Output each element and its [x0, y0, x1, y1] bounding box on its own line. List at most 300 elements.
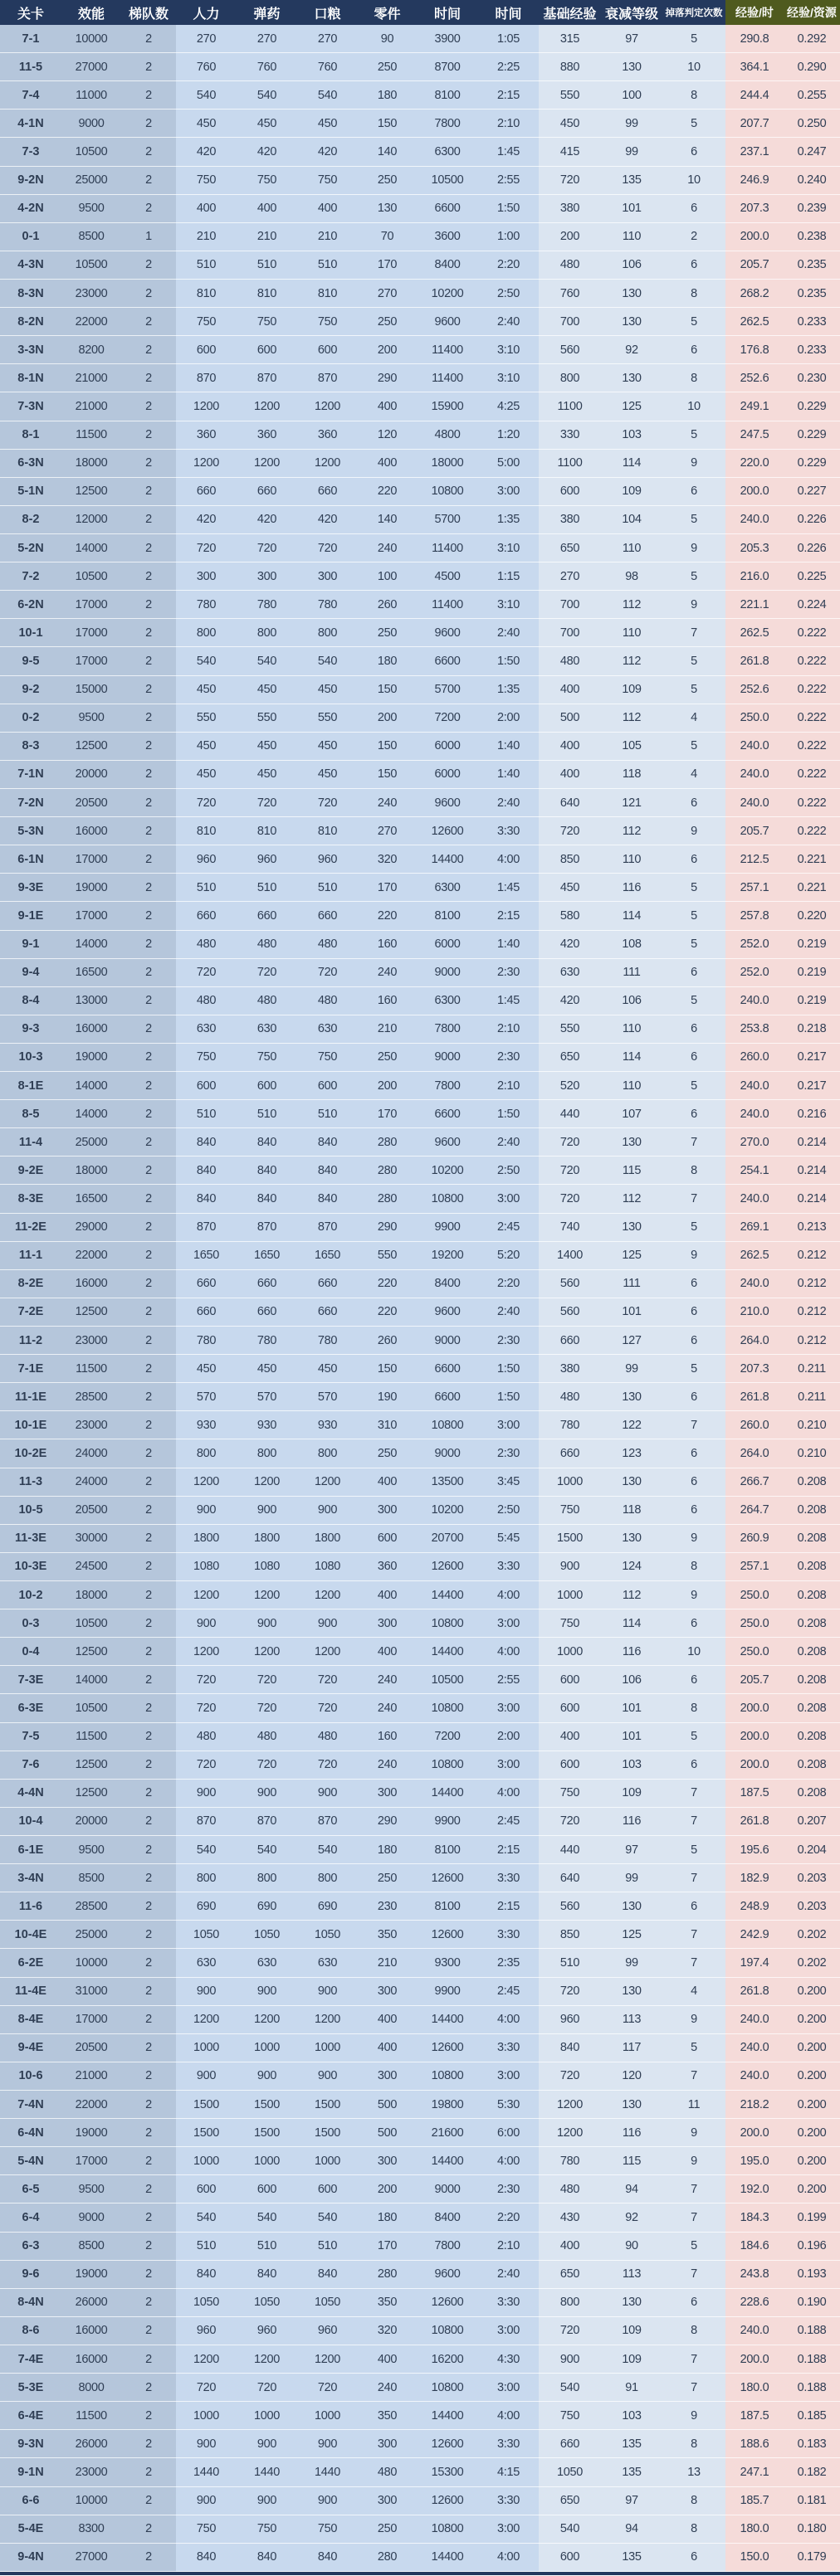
table-cell: 7	[662, 1780, 725, 1808]
table-cell: 240.0	[725, 2317, 784, 2345]
table-cell: 8-3N	[0, 280, 61, 308]
table-cell: 0.188	[784, 2345, 840, 2374]
table-cell: 94	[601, 2175, 662, 2203]
table-cell: 14400	[417, 2006, 478, 2034]
table-cell: 3:10	[478, 534, 539, 562]
table-cell: 7	[662, 1921, 725, 1949]
table-cell: 960	[237, 845, 297, 874]
table-cell: 400	[539, 676, 601, 704]
table-cell: 0.202	[784, 1949, 840, 1977]
table-cell: 260	[358, 1327, 417, 1355]
table-cell: 2	[121, 2233, 176, 2261]
table-cell: 0.222	[784, 676, 840, 704]
table-cell: 780	[237, 591, 297, 619]
table-cell: 18000	[417, 450, 478, 478]
table-cell: 270.0	[725, 1128, 784, 1157]
table-cell: 4:00	[478, 1780, 539, 1808]
table-cell: 1:20	[478, 421, 539, 450]
table-cell: 870	[237, 1808, 297, 1836]
table-cell: 1050	[237, 1921, 297, 1949]
table-cell: 840	[297, 1128, 358, 1157]
table-cell: 1200	[237, 1581, 297, 1609]
table-cell: 10500	[61, 138, 121, 166]
table-cell: 720	[237, 1694, 297, 1722]
table-row	[0, 110, 840, 138]
table-cell: 26000	[61, 2430, 121, 2458]
table-cell: 14400	[417, 1581, 478, 1609]
table-cell: 1000	[176, 2402, 237, 2430]
table-cell: 0.213	[784, 1214, 840, 1242]
table-cell: 2:10	[478, 1072, 539, 1100]
table-cell: 8-2N	[0, 308, 61, 336]
table-cell: 2	[121, 704, 176, 733]
table-cell: 1000	[176, 2034, 237, 2062]
table-cell: 440	[539, 1100, 601, 1128]
table-cell: 1200	[297, 1581, 358, 1609]
table-cell: 3:30	[478, 1553, 539, 1581]
table-cell: 6	[662, 1383, 725, 1411]
table-cell: 840	[176, 1128, 237, 1157]
table-row	[0, 2345, 840, 2374]
table-cell: 170	[358, 874, 417, 902]
table-cell: 109	[601, 478, 662, 506]
table-cell: 3:00	[478, 2062, 539, 2091]
table-row	[0, 2203, 840, 2232]
table-cell: 500	[358, 2119, 417, 2147]
table-row	[0, 874, 840, 902]
table-cell: 6	[662, 1468, 725, 1497]
table-cell: 2:20	[478, 2203, 539, 2232]
table-cell: 6-3E	[0, 1694, 61, 1722]
table-cell: 0.208	[784, 1581, 840, 1609]
table-cell: 0.181	[784, 2487, 840, 2515]
table-cell: 760	[539, 280, 601, 308]
table-cell: 1:40	[478, 733, 539, 761]
table-cell: 0.240	[784, 167, 840, 195]
table-cell: 720	[539, 1128, 601, 1157]
table-cell: 15000	[61, 676, 121, 704]
table-cell: 870	[237, 364, 297, 392]
table-cell: 240.0	[725, 506, 784, 534]
table-cell: 450	[176, 761, 237, 789]
table-cell: 5	[662, 110, 725, 138]
table-cell: 7-4	[0, 81, 61, 110]
table-cell: 2	[121, 167, 176, 195]
table-cell: 10-3	[0, 1044, 61, 1072]
table-cell: 7	[662, 1864, 725, 1892]
table-cell: 480	[237, 987, 297, 1015]
table-cell: 90	[601, 2233, 662, 2261]
table-cell: 240.0	[725, 1270, 784, 1298]
table-cell: 3600	[417, 223, 478, 251]
table-cell: 2	[121, 1836, 176, 1864]
table-cell: 900	[176, 1780, 237, 1808]
table-cell: 480	[539, 1383, 601, 1411]
table-cell: 2:55	[478, 167, 539, 195]
table-cell: 120	[358, 421, 417, 450]
table-cell: 14400	[417, 1638, 478, 1666]
table-cell: 780	[539, 2147, 601, 2175]
table-cell: 13	[662, 2458, 725, 2486]
table-row	[0, 2006, 840, 2034]
table-cell: 6600	[417, 1383, 478, 1411]
table-cell: 9-4	[0, 959, 61, 987]
table-cell: 6-5	[0, 2175, 61, 2203]
table-cell: 2	[121, 280, 176, 308]
table-cell: 1200	[237, 1468, 297, 1497]
table-cell: 0.200	[784, 1978, 840, 2006]
table-cell: 180	[358, 81, 417, 110]
table-cell: 900	[176, 1609, 237, 1638]
table-cell: 3:30	[478, 817, 539, 845]
table-cell: 2	[121, 1751, 176, 1780]
table-cell: 1200	[297, 1638, 358, 1666]
table-cell: 218.2	[725, 2091, 784, 2119]
table-cell: 24500	[61, 1553, 121, 1581]
table-cell: 810	[176, 280, 237, 308]
table-cell: 257.8	[725, 902, 784, 930]
table-cell: 290	[358, 1214, 417, 1242]
table-cell: 720	[297, 1751, 358, 1780]
table-cell: 2	[121, 1411, 176, 1439]
table-cell: 270	[176, 25, 237, 53]
table-cell: 660	[237, 902, 297, 930]
table-cell: 7	[662, 1128, 725, 1157]
table-cell: 2:55	[478, 1666, 539, 1694]
table-cell: 5	[662, 2233, 725, 2261]
table-cell: 8100	[417, 1892, 478, 1921]
table-cell: 14000	[61, 1100, 121, 1128]
table-cell: 3:30	[478, 2034, 539, 2062]
table-cell: 720	[539, 2062, 601, 2091]
table-cell: 9-2E	[0, 1157, 61, 1185]
table-cell: 800	[297, 1439, 358, 1468]
table-cell: 800	[539, 364, 601, 392]
table-cell: 0.219	[784, 987, 840, 1015]
table-cell: 960	[297, 2317, 358, 2345]
table-cell: 0.208	[784, 1694, 840, 1722]
table-cell: 150.0	[725, 2544, 784, 2572]
table-cell: 9	[662, 2119, 725, 2147]
table-cell: 2	[121, 1638, 176, 1666]
table-cell: 2	[121, 591, 176, 619]
table-cell: 130	[358, 195, 417, 223]
table-cell: 7	[662, 2175, 725, 2203]
table-cell: 2:40	[478, 1298, 539, 1327]
table-cell: 10500	[417, 1666, 478, 1694]
table-cell: 109	[601, 676, 662, 704]
table-row	[0, 2062, 840, 2091]
table-cell: 810	[176, 817, 237, 845]
table-cell: 740	[539, 1214, 601, 1242]
table-cell: 550	[176, 704, 237, 733]
table-cell: 1000	[539, 1638, 601, 1666]
table-cell: 1200	[297, 1468, 358, 1497]
table-cell: 112	[601, 817, 662, 845]
table-cell: 180.0	[725, 2515, 784, 2544]
table-cell: 124	[601, 1553, 662, 1581]
table-cell: 11-6	[0, 1892, 61, 1921]
table-cell: 6	[662, 1044, 725, 1072]
table-cell: 5	[662, 987, 725, 1015]
table-cell: 240.0	[725, 2062, 784, 2091]
table-cell: 720	[176, 1666, 237, 1694]
table-cell: 850	[539, 1921, 601, 1949]
table-cell: 2	[121, 1497, 176, 1525]
table-cell: 2:45	[478, 1978, 539, 2006]
table-cell: 870	[176, 1214, 237, 1242]
table-cell: 19000	[61, 874, 121, 902]
table-cell: 5	[662, 1723, 725, 1751]
table-cell: 2	[121, 1468, 176, 1497]
table-cell: 3-4N	[0, 1864, 61, 1892]
table-cell: 10000	[61, 25, 121, 53]
table-cell: 560	[539, 1298, 601, 1327]
table-cell: 10500	[61, 562, 121, 591]
table-cell: 1200	[297, 392, 358, 421]
table-cell: 105	[601, 733, 662, 761]
table-cell: 1000	[297, 2402, 358, 2430]
table-cell: 0.221	[784, 874, 840, 902]
table-cell: 2	[121, 450, 176, 478]
table-cell: 9500	[61, 704, 121, 733]
table-cell: 3:30	[478, 1864, 539, 1892]
table-cell: 5	[662, 421, 725, 450]
table-cell: 130	[601, 1214, 662, 1242]
table-cell: 17000	[61, 619, 121, 647]
table-cell: 197.4	[725, 1949, 784, 1977]
table-row	[0, 1864, 840, 1892]
table-cell: 0.229	[784, 421, 840, 450]
table-cell: 9900	[417, 1978, 478, 2006]
table-cell: 20700	[417, 1525, 478, 1553]
table-cell: 650	[539, 534, 601, 562]
table-cell: 720	[237, 789, 297, 817]
table-cell: 2:45	[478, 1214, 539, 1242]
table-row	[0, 280, 840, 308]
table-cell: 5-2N	[0, 534, 61, 562]
table-row	[0, 421, 840, 450]
table-cell: 100	[601, 81, 662, 110]
table-row	[0, 2317, 840, 2345]
table-cell: 200.0	[725, 478, 784, 506]
table-cell: 240	[358, 959, 417, 987]
table-cell: 720	[176, 2374, 237, 2402]
table-cell: 6300	[417, 987, 478, 1015]
table-cell: 640	[539, 1864, 601, 1892]
table-cell: 5	[662, 931, 725, 959]
table-cell: 750	[297, 2515, 358, 2544]
table-cell: 2:35	[478, 1949, 539, 1977]
table-cell: 7-5	[0, 1723, 61, 1751]
table-cell: 0.247	[784, 138, 840, 166]
table-cell: 140	[358, 138, 417, 166]
table-cell: 210	[176, 223, 237, 251]
table-cell: 630	[297, 1015, 358, 1044]
table-cell: 400	[539, 2233, 601, 2261]
table-cell: 0.214	[784, 1185, 840, 1213]
table-cell: 2	[121, 110, 176, 138]
table-row	[0, 138, 840, 166]
table-cell: 315	[539, 25, 601, 53]
table-cell: 12000	[61, 506, 121, 534]
table-cell: 930	[176, 1411, 237, 1439]
table-cell: 6-6	[0, 2487, 61, 2515]
table-cell: 2	[121, 1015, 176, 1044]
table-row	[0, 2402, 840, 2430]
table-cell: 118	[601, 761, 662, 789]
table-cell: 21000	[61, 2062, 121, 2091]
table-cell: 240.0	[725, 761, 784, 789]
table-body	[0, 25, 840, 2572]
table-cell: 2	[121, 25, 176, 53]
table-cell: 560	[539, 1270, 601, 1298]
table-cell: 20500	[61, 2034, 121, 2062]
table-cell: 1080	[297, 1553, 358, 1581]
table-cell: 2:40	[478, 308, 539, 336]
table-cell: 0.200	[784, 2034, 840, 2062]
table-cell: 640	[539, 789, 601, 817]
table-cell: 3:30	[478, 2430, 539, 2458]
table-cell: 8000	[61, 2374, 121, 2402]
table-cell: 24000	[61, 1468, 121, 1497]
table-cell: 1000	[297, 2034, 358, 2062]
table-cell: 14000	[61, 1072, 121, 1100]
table-cell: 11400	[417, 336, 478, 364]
table-cell: 360	[176, 421, 237, 450]
table-cell: 5	[662, 647, 725, 675]
table-cell: 300	[358, 1609, 417, 1638]
table-cell: 0.211	[784, 1355, 840, 1383]
table-cell: 1200	[539, 2091, 601, 2119]
table-cell: 112	[601, 704, 662, 733]
table-cell: 900	[237, 1609, 297, 1638]
table-cell: 9-5	[0, 647, 61, 675]
table-cell: 160	[358, 987, 417, 1015]
table-cell: 0.230	[784, 364, 840, 392]
table-cell: 720	[176, 1751, 237, 1780]
table-cell: 264.0	[725, 1439, 784, 1468]
table-cell: 6:00	[478, 2119, 539, 2147]
table-row	[0, 1497, 840, 1525]
table-cell: 1000	[539, 1581, 601, 1609]
table-cell: 750	[539, 1497, 601, 1525]
table-cell: 8-1	[0, 421, 61, 450]
table-cell: 106	[601, 251, 662, 280]
table-cell: 1200	[237, 2006, 297, 2034]
table-cell: 200.0	[725, 223, 784, 251]
table-cell: 1:50	[478, 1383, 539, 1411]
table-cell: 0.227	[784, 478, 840, 506]
table-cell: 2	[121, 2487, 176, 2515]
table-row	[0, 2233, 840, 2261]
table-cell: 6-3	[0, 2233, 61, 2261]
table-cell: 7-4E	[0, 2345, 61, 2374]
table-cell: 205.3	[725, 534, 784, 562]
table-cell: 115	[601, 1157, 662, 1185]
table-cell: 9-2	[0, 676, 61, 704]
table-cell: 700	[539, 619, 601, 647]
table-cell: 2	[121, 1864, 176, 1892]
table-cell: 8	[662, 1157, 725, 1185]
table-cell: 200	[358, 2175, 417, 2203]
table-cell: 4500	[417, 562, 478, 591]
table-cell: 400	[358, 392, 417, 421]
table-cell: 114	[601, 450, 662, 478]
table-cell: 0.239	[784, 195, 840, 223]
table-cell: 9	[662, 591, 725, 619]
table-cell: 0.214	[784, 1128, 840, 1157]
table-cell: 103	[601, 2402, 662, 2430]
table-cell: 0.208	[784, 1666, 840, 1694]
table-cell: 0.255	[784, 81, 840, 110]
table-cell: 3900	[417, 25, 478, 53]
table-cell: 1200	[297, 450, 358, 478]
table-cell: 220	[358, 1270, 417, 1298]
table-cell: 870	[297, 1808, 358, 1836]
table-cell: 2	[121, 2175, 176, 2203]
table-cell: 254.1	[725, 1157, 784, 1185]
table-cell: 800	[237, 1439, 297, 1468]
table-cell: 480	[237, 931, 297, 959]
table-cell: 6	[662, 1609, 725, 1638]
table-cell: 720	[297, 789, 358, 817]
table-cell: 400	[358, 2006, 417, 2034]
table-cell: 109	[601, 2345, 662, 2374]
table-cell: 16000	[61, 817, 121, 845]
table-cell: 253.8	[725, 1015, 784, 1044]
table-cell: 480	[297, 1723, 358, 1751]
table-cell: 11-4E	[0, 1978, 61, 2006]
table-cell: 17000	[61, 2147, 121, 2175]
table-cell: 10800	[417, 2317, 478, 2345]
table-cell: 660	[176, 902, 237, 930]
table-cell: 420	[176, 506, 237, 534]
table-cell: 8500	[61, 1864, 121, 1892]
table-cell: 16500	[61, 959, 121, 987]
table-cell: 0.235	[784, 251, 840, 280]
table-cell: 1200	[297, 2006, 358, 2034]
table-cell: 2	[121, 1327, 176, 1355]
table-cell: 2:50	[478, 280, 539, 308]
table-cell: 630	[297, 1949, 358, 1977]
table-cell: 216.0	[725, 562, 784, 591]
table-row	[0, 1270, 840, 1298]
table-cell: 2	[121, 2289, 176, 2317]
table-cell: 7-1N	[0, 761, 61, 789]
table-cell: 269.1	[725, 1214, 784, 1242]
table-cell: 1:45	[478, 874, 539, 902]
table-cell: 2	[121, 1214, 176, 1242]
table-cell: 2	[121, 987, 176, 1015]
table-cell: 9	[662, 817, 725, 845]
table-cell: 450	[176, 1355, 237, 1383]
table-cell: 130	[601, 1383, 662, 1411]
table-cell: 6	[662, 2289, 725, 2317]
table-row	[0, 2147, 840, 2175]
table-cell: 6-4E	[0, 2402, 61, 2430]
table-cell: 415	[539, 138, 601, 166]
table-row	[0, 789, 840, 817]
table-cell: 0.212	[784, 1298, 840, 1327]
table-cell: 18000	[61, 1581, 121, 1609]
table-cell: 9	[662, 450, 725, 478]
table-cell: 130	[601, 1468, 662, 1497]
table-cell: 2:00	[478, 704, 539, 733]
table-cell: 21000	[61, 392, 121, 421]
table-cell: 10	[662, 167, 725, 195]
table-row	[0, 1157, 840, 1185]
